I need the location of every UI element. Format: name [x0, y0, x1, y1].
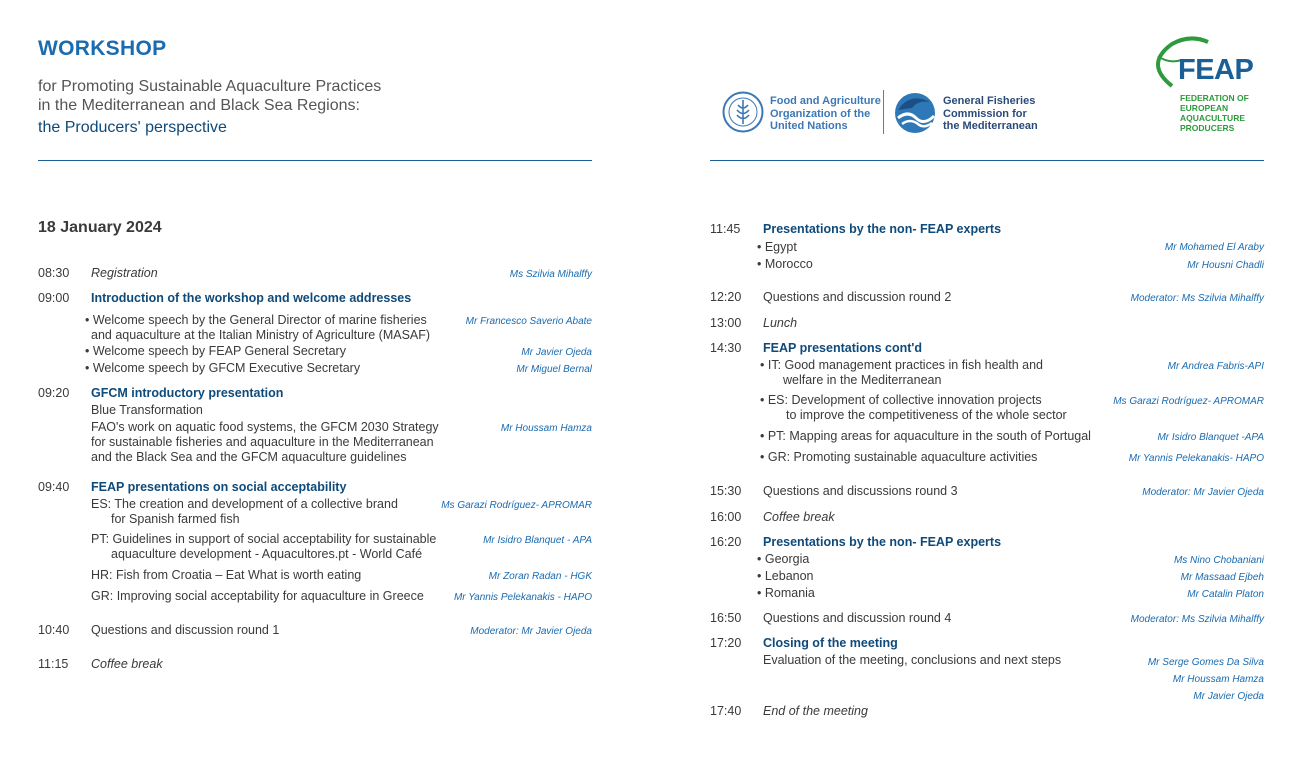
agenda-item-line: • IT: Good management practices in fish health and — [760, 358, 1044, 372]
speaker: Mr Francesco Saverio Abate — [465, 316, 592, 327]
speaker: Ms Garazi Rodríguez- APROMAR — [1113, 396, 1264, 407]
agenda-item: Questions and discussion round 2 — [763, 290, 952, 304]
speaker: Mr Isidro Blanquet - APA — [483, 535, 592, 546]
agenda-item: • GR: Promoting sustainable aquaculture activities — [760, 450, 1038, 464]
subtitle-line-2: in the Mediterranean and Black Sea Regions: — [38, 97, 360, 114]
agenda-item-line: ES: The creation and development of a collective brand — [91, 497, 398, 511]
agenda-item: • Welcome speech by FEAP General Secretary — [85, 344, 346, 358]
agenda-item: Questions and discussions round 3 — [763, 484, 958, 498]
speaker: Mr Javier Ojeda — [1193, 691, 1264, 702]
speaker: Mr Houssam Hamza — [1172, 674, 1264, 685]
agenda-item: GR: Improving social acceptability for aquaculture in Greece — [91, 589, 424, 603]
time-1740: 17:40 — [710, 704, 742, 718]
break-item: Coffee break — [763, 510, 835, 524]
time-1220: 12:20 — [710, 290, 742, 304]
agenda-item: Questions and discussion round 1 — [91, 623, 280, 637]
break-item: Coffee break — [91, 657, 163, 671]
break-item: Lunch — [763, 316, 798, 330]
session-heading: Introduction of the workshop and welcome addresses — [91, 291, 412, 305]
feap-wordmark: FEAP — [1178, 54, 1254, 86]
time-1115: 11:15 — [38, 657, 69, 671]
workshop-title: WORKSHOP — [38, 37, 167, 60]
speaker: Mr Mohamed El Araby — [1164, 242, 1264, 253]
time-1720: 17:20 — [710, 636, 742, 650]
fao-name-line-1: Food and Agriculture — [770, 95, 881, 107]
gfcm-name-line-1: General Fisheries — [943, 95, 1036, 107]
speaker: Mr Miguel Bernal — [516, 364, 592, 375]
moderator: Moderator: Ms Szilvia Mihalffy — [1130, 614, 1264, 625]
agenda-item: • Egypt — [757, 240, 797, 254]
time-1430: 14:30 — [710, 341, 742, 355]
moderator: Moderator: Ms Szilvia Mihalffy — [1130, 293, 1264, 304]
event-date: 18 January 2024 — [38, 219, 162, 236]
subtitle-line-1: for Promoting Sustainable Aquaculture Practices — [38, 78, 382, 95]
speaker: Mr Isidro Blanquet -APA — [1157, 432, 1264, 443]
agenda-item-line: and the Black Sea and the GFCM aquaculture guidelines — [91, 450, 407, 464]
time-1040: 10:40 — [38, 623, 70, 637]
agenda-item: HR: Fish from Croatia – Eat What is worth eating — [91, 568, 362, 582]
fao-logo-icon — [722, 91, 764, 133]
moderator: Moderator: Mr Javier Ojeda — [1142, 487, 1264, 498]
agenda-item-line: FAO's work on aquatic food systems, the GFCM 2030 Strategy — [91, 420, 439, 434]
time-1620: 16:20 — [710, 535, 742, 549]
session-heading: Presentations by the non- FEAP experts — [763, 222, 1002, 236]
time-1600: 16:00 — [710, 510, 742, 524]
speaker: Mr Andrea Fabris-API — [1167, 361, 1264, 372]
agenda-item-line: and aquaculture at the Italian Ministry of Agriculture (MASAF) — [91, 328, 431, 342]
agenda-item-line: welfare in the Mediterranean — [783, 373, 942, 387]
agenda-item-line: PT: Guidelines in support of social acceptability for sustainable — [91, 532, 437, 546]
agenda-item: • PT: Mapping areas for aquaculture in the south of Portugal — [760, 429, 1091, 443]
fao-name-line-2: Organization of the — [770, 107, 871, 120]
time-0920: 09:20 — [38, 386, 70, 400]
session-heading: FEAP presentations cont'd — [763, 341, 923, 355]
fao-name-line-3: United Nations — [770, 120, 848, 132]
subtitle-line-3: the Producers' perspective — [38, 119, 227, 136]
speaker: Mr Yannis Pelekanakis- HAPO — [1128, 453, 1264, 464]
session-heading: Presentations by the non- FEAP experts — [763, 535, 1002, 549]
agenda-item: • Romania — [757, 586, 815, 600]
gfcm-logo-icon — [892, 88, 938, 134]
time-0900: 09:00 — [38, 291, 70, 305]
end-item: End of the meeting — [763, 704, 868, 718]
agenda-item-line: for Spanish farmed fish — [111, 512, 240, 526]
speaker: Ms Garazi Rodríguez- APROMAR — [441, 500, 592, 511]
agenda-item: • Morocco — [757, 257, 813, 271]
session-heading: Closing of the meeting — [763, 636, 898, 650]
agenda-item: • Lebanon — [757, 569, 814, 583]
agenda-item-line: • Welcome speech by the General Director of marine fisheries — [85, 313, 427, 327]
session-heading: FEAP presentations on social acceptability — [91, 480, 347, 494]
agenda-item: Blue Transformation — [91, 403, 203, 417]
speaker: Mr Zoran Radan - HGK — [488, 571, 592, 582]
speaker: Mr Catalin Platon — [1187, 589, 1264, 600]
agenda-item-line: to improve the competitiveness of the whole sector — [786, 408, 1067, 422]
header-divider-left — [38, 160, 592, 161]
logo-separator — [883, 90, 884, 134]
time-0940: 09:40 — [38, 480, 70, 494]
feap-line-2: EUROPEAN — [1180, 103, 1229, 113]
speaker: Mr Serge Gomes Da Silva — [1147, 657, 1264, 668]
time-1650: 16:50 — [710, 611, 742, 625]
time-1145: 11:45 — [710, 222, 741, 236]
time-0830: 08:30 — [38, 266, 70, 280]
feap-line-1: FEDERATION OF — [1180, 93, 1249, 103]
time-1300: 13:00 — [710, 316, 742, 330]
agenda-item-line: for sustainable fisheries and aquaculture in the Mediterranean — [91, 435, 434, 449]
speaker: Ms Szilvia Mihalffy — [509, 269, 592, 280]
speaker: Mr Massaad Ejbeh — [1180, 572, 1264, 583]
gfcm-name-line-2: Commission for — [943, 107, 1027, 120]
header-divider-right — [710, 160, 1264, 161]
agenda-item: Questions and discussion round 4 — [763, 611, 952, 625]
registration-item: Registration — [91, 266, 158, 280]
moderator: Moderator: Mr Javier Ojeda — [470, 626, 592, 637]
feap-line-3: AQUACULTURE — [1180, 113, 1246, 123]
feap-line-4: PRODUCERS — [1180, 123, 1235, 133]
speaker: Ms Nino Chobaniani — [1173, 555, 1264, 566]
speaker: Mr Yannis Pelekanakis - HAPO — [453, 592, 592, 603]
speaker: Mr Housni Chadli — [1187, 260, 1264, 271]
agenda-item-line: • ES: Development of collective innovation projects — [760, 393, 1042, 407]
gfcm-name-line-3: the Mediterranean — [943, 120, 1038, 132]
agenda-item: • Welcome speech by GFCM Executive Secretary — [85, 361, 361, 375]
time-1530: 15:30 — [710, 484, 742, 498]
speaker: Mr Javier Ojeda — [521, 347, 592, 358]
agenda-item: • Georgia — [757, 552, 810, 566]
agenda-item-line: aquaculture development - Aquacultores.pt - World Café — [111, 547, 423, 561]
session-heading: GFCM introductory presentation — [91, 386, 284, 400]
speaker: Mr Houssam Hamza — [500, 423, 592, 434]
agenda-item: Evaluation of the meeting, conclusions and next steps — [763, 653, 1062, 667]
